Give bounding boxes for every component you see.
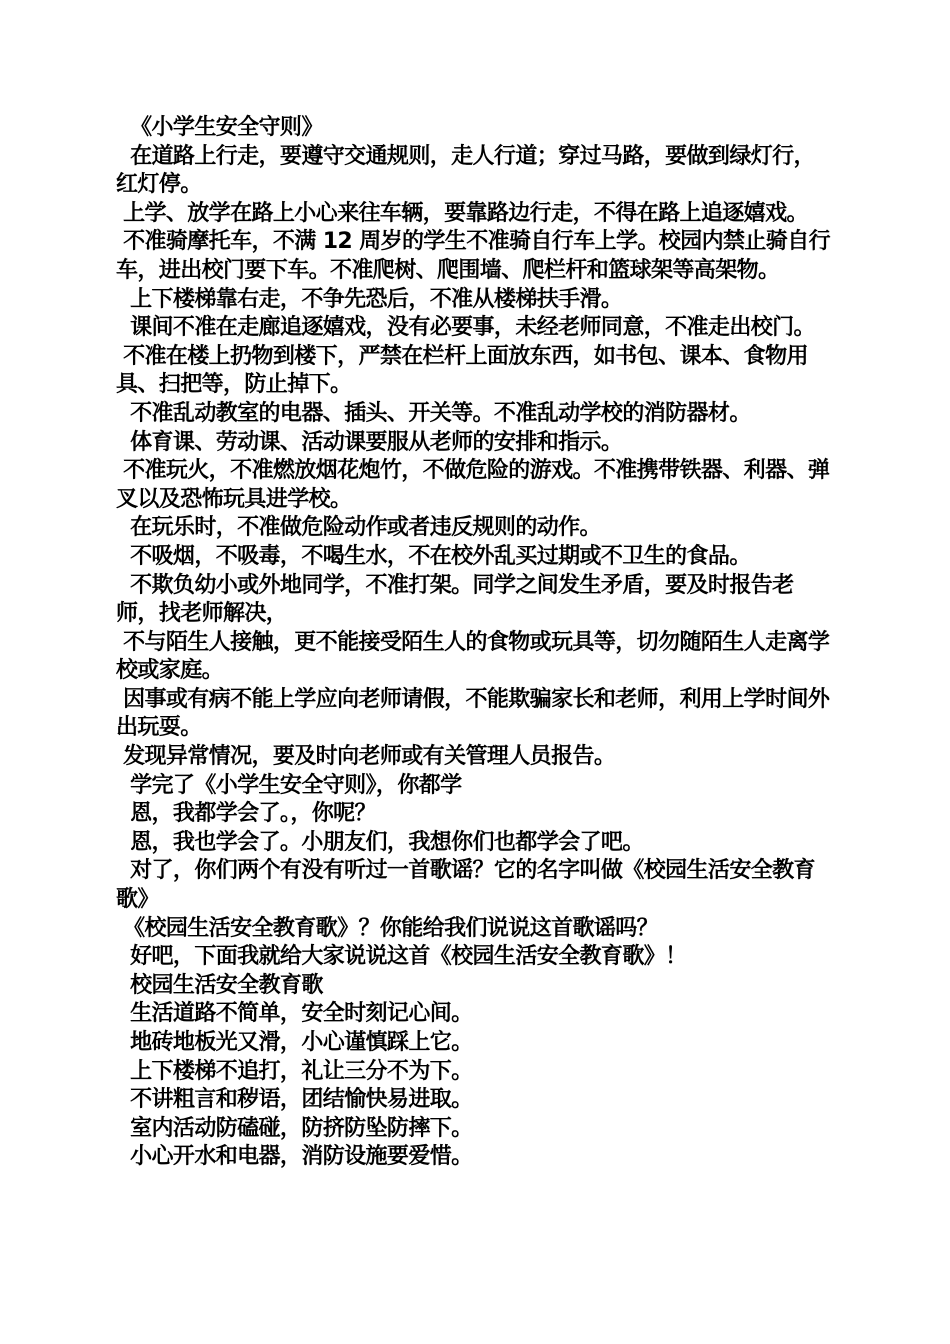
paragraph: 发现异常情况，要及时向老师或有关管理人员报告。 bbox=[116, 744, 616, 770]
paragraph: 对了，你们两个有没有听过一首歌谣？它的名字叫做《校园生活安全教育歌》 bbox=[116, 858, 815, 913]
paragraph: 上学、放学在路上小心来往车辆，要靠路边行走，不得在路上追逐嬉戏。 bbox=[116, 200, 808, 226]
paragraph: 室内活动防磕碰，防挤防坠防摔下。 bbox=[116, 1115, 473, 1141]
paragraph: 生活道路不简单，安全时刻记心间。 bbox=[116, 1001, 473, 1027]
paragraph: 不准玩火，不准燃放烟花炮竹，不做危险的游戏。不准携带铁器、利器、弹叉以及恐怖玩具进学校。 bbox=[116, 458, 830, 512]
paragraph: 地砖地板光又滑，小心谨慎踩上它。 bbox=[116, 1030, 473, 1055]
paragraph: 在玩乐时，不准做危险动作或者违反规则的动作。 bbox=[116, 515, 601, 541]
paragraph: 不吸烟，不吸毒，不喝生水，不在校外乱买过期或不卫生的食品。 bbox=[116, 543, 751, 569]
paragraph-list bbox=[116, 143, 836, 1172]
paragraph: 《校园生活安全教育歌》？你能给我们说说这首歌谣吗？ bbox=[116, 915, 659, 941]
paragraph: 不与陌生人接触，更不能接受陌生人的食物或玩具等，切勿随陌生人走离学校或家庭。 bbox=[116, 629, 830, 684]
paragraph: 不讲粗言和秽语，团结愉快易进取。 bbox=[116, 1087, 473, 1113]
paragraph: 恩，我都学会了。，你呢？ bbox=[116, 801, 376, 827]
paragraph: 不准乱动教室的电器、插头、开关等。不准乱动学校的消防器材。 bbox=[116, 400, 751, 426]
paragraph: 上下楼梯不追打，礼让三分不为下。 bbox=[116, 1058, 473, 1084]
paragraph: 好吧，下面我就给大家说说这首《校园生活安全教育歌》！ bbox=[116, 944, 687, 970]
paragraph: 因事或有病不能上学应向老师请假，不能欺骗家长和老师，利用上学时间外出玩耍。 bbox=[116, 686, 830, 741]
paragraph: 上下楼梯靠右走，不争先恐后，不准从楼梯扶手滑。 bbox=[116, 286, 623, 312]
paragraph: 恩，我也学会了。小朋友们，我想你们也都学会了吧。 bbox=[116, 829, 644, 855]
document-title: 《小学生安全守则》 bbox=[116, 115, 323, 140]
paragraph: 在道路上行走，要遵守交通规则，走人行道；穿过马路，要做到绿灯行，红灯停。 bbox=[116, 143, 815, 198]
paragraph: 课间不准在走廊追逐嬉戏，没有必要事，未经老师同意，不准走出校门。 bbox=[116, 315, 815, 341]
paragraph: 不准在楼上扔物到楼下，严禁在栏杆上面放东西，如书包、课本、食物用具、扫把等，防止掉下。 bbox=[116, 343, 808, 398]
paragraph: 不准骑摩托车，不满 12 周岁的学生不准骑自行车上学。校园内禁止骑自行车，进出校门要下车。不准爬树、爬围墙、爬栏杆和篮球架等高架物。 bbox=[116, 229, 830, 283]
paragraph: 体育课、劳动课、活动课要服从老师的安排和指示。 bbox=[116, 429, 623, 455]
paragraph: 学完了《小学生安全守则》，你都学 bbox=[116, 772, 462, 798]
paragraph: 校园生活安全教育歌 bbox=[116, 972, 323, 998]
paragraph: 不欺负幼小或外地同学，不准打架。同学之间发生矛盾，要及时报告老师，找老师解决， bbox=[116, 572, 794, 627]
document-body bbox=[116, 114, 836, 1172]
paragraph: 小心开水和电器，消防设施要爱惜。 bbox=[116, 1144, 473, 1170]
